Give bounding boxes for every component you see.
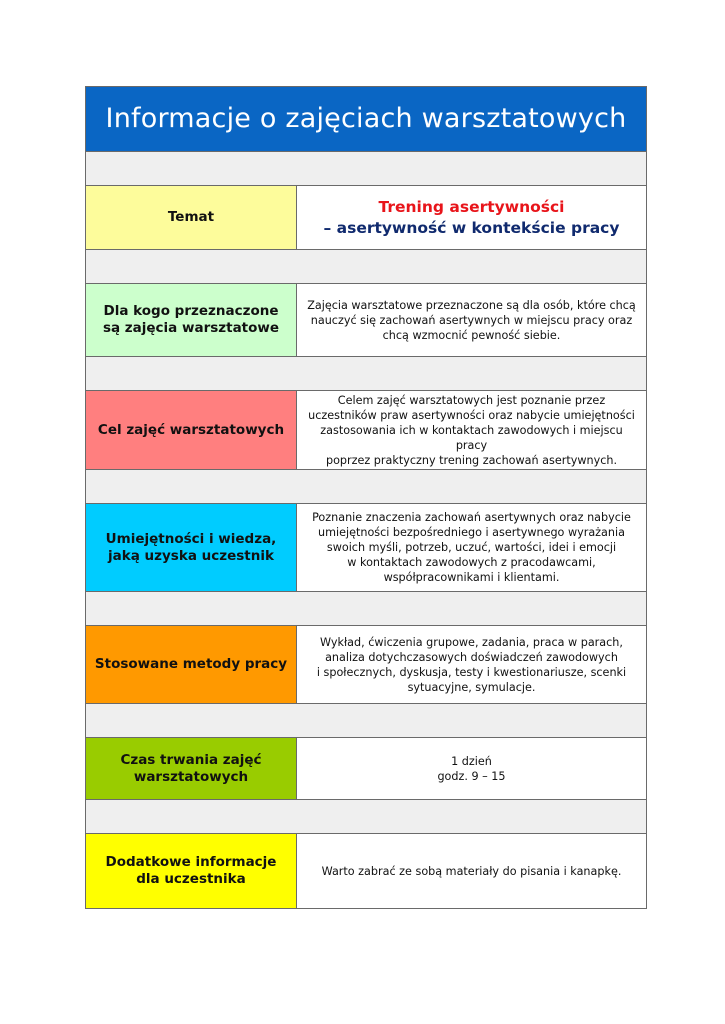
skills-value [297,504,646,591]
goal-value [297,391,646,469]
duration-text: 1 dzień godz. 9 – 15 [437,754,506,783]
row-skills [86,504,646,592]
topic-value [297,186,646,249]
methods-text: Wykład, ćwiczenia grupowe, zadania, praca w parach, analiza dotychczasowych doświadczeń zawodowych i społecznych, dyskusja, testy i kwestionariusze, scenki sytuacyjne, symulacje. [316,635,627,694]
skills-text: Poznanie znaczenia zachowań asertywnych oraz nabycie umiejętności bezpośredniego i asertywnego wyrażania swoich myśli, potrzeb, uczuć, wartości, idei i emocji w kontaktach zawodowych z pracodawcami, współpracownikami i klientami. [312,511,631,584]
row-extra [86,834,646,908]
extra-label: Dodatkowe informacje dla uczestnika [86,834,297,908]
topic-title: Trening asertywności [378,197,565,216]
workshop-info-table [85,86,647,909]
audience-label: Dla kogo przeznaczone są zajęcia warsztatowe [86,284,297,356]
topic-label: Temat [86,186,297,249]
row-goal [86,391,646,470]
spacer-row [86,357,646,391]
methods-label: Stosowane metody pracy [86,626,297,703]
row-duration [86,738,646,800]
extra-text: Warto zabrać ze sobą materiały do pisania i kanapkę. [321,864,622,878]
spacer-row [86,592,646,626]
row-topic [86,186,646,250]
audience-text: Zajęcia warsztatowe przeznaczone są dla osób, które chcą nauczyć się zachowań asertywnych w miejscu pracy oraz chcą wzmocnić pewność siebie. [307,298,636,342]
extra-value [297,834,646,908]
spacer-row [86,152,646,186]
spacer-row [86,800,646,834]
spacer-row [86,250,646,284]
row-audience [86,284,646,357]
goal-text: Celem zajęć warsztatowych jest poznanie przez uczestników praw asertywności oraz nabycie umiejętności zastosowania ich w kontaktach zawodowych i miejscu pracy poprzez praktyczny trening zachowań asertywnych. [308,393,635,467]
document-title: Informacje o zajęciach warsztatowych [86,87,646,152]
audience-value [297,284,646,356]
spacer-row [86,704,646,738]
goal-label: Cel zajęć warsztatowych [86,391,297,469]
duration-label: Czas trwania zajęć warsztatowych [86,738,297,799]
methods-value [297,626,646,703]
spacer-row [86,470,646,504]
duration-value [297,738,646,799]
row-methods [86,626,646,704]
topic-subtitle: – asertywność w kontekście pracy [323,218,620,237]
skills-label: Umiejętności i wiedza, jaką uzyska uczestnik [86,504,297,591]
